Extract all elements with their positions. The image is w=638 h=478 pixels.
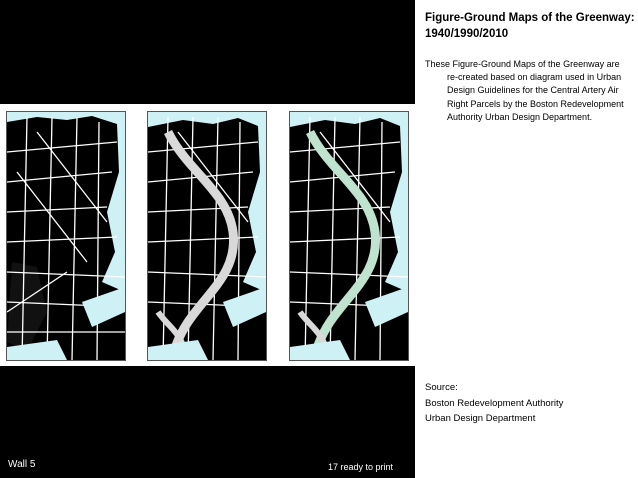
map-1990-year: 1990 [238,353,252,359]
source-heading: Source: [425,382,458,393]
figure-ground-maps [0,104,415,366]
source-line-2: Urban Design Department [425,413,536,424]
map-1990 [147,111,267,361]
map-1940-graphic [7,112,125,360]
map-1940 [6,111,126,361]
map-2010-graphic [290,112,408,360]
page-title: Figure-Ground Maps of the Greenway: 1940/1990/2010 [425,12,635,40]
description: These Figure-Ground Maps of the Greenway are re-created based on diagram used in Urban Design Guidelines for the Central Artery Air Right Parcels by the Boston Redevelopment Authority Urban Design Department. [425,59,624,122]
map-2010 [289,111,409,361]
text-panel [415,0,638,478]
map-1990-graphic [148,112,266,360]
map-1940-year: 1940 [97,353,111,359]
wall-label: Wall 5 [8,459,36,470]
source-block [425,380,635,427]
source-line-1: Boston Redevelopment Authority [425,397,564,409]
map-2010-year: 2010 [380,353,394,359]
print-status: 17 ready to print [328,462,394,472]
